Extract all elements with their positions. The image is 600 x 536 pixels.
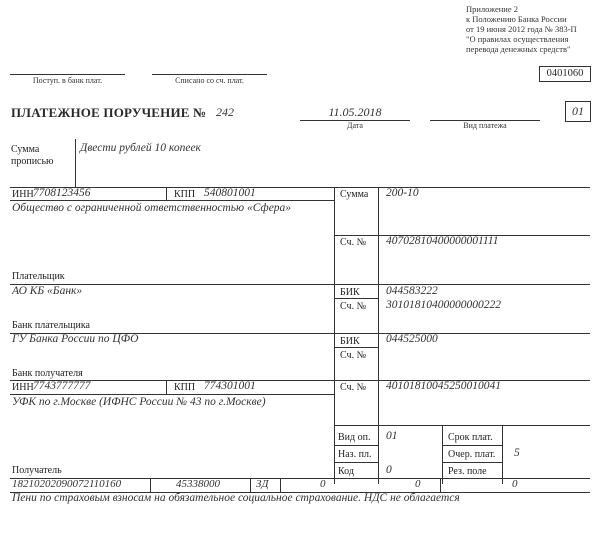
received-label: Поступ. в банк плат. xyxy=(32,76,103,85)
date-label: Дата xyxy=(347,121,363,130)
grid-line xyxy=(334,298,378,299)
amount-words-label-line: прописью xyxy=(11,156,54,167)
payment-type-label: Вид платежа xyxy=(463,121,507,130)
grid-line xyxy=(250,478,251,492)
grid-line xyxy=(10,394,334,395)
appendix-line: Приложение 2 xyxy=(466,4,518,14)
order-label: Очер. плат. xyxy=(448,449,496,460)
form-code-box: 0401060 xyxy=(539,66,591,82)
appendix-line: перевода денежных средств" xyxy=(466,44,571,54)
payment-purpose: Пени по страховым взносам на обязательное социальное страхование. НДС не облагается xyxy=(12,492,460,504)
grid-line xyxy=(334,187,335,484)
payer-bank-bik: 044583222 xyxy=(386,285,438,297)
appendix-note xyxy=(466,4,577,54)
tax-doc-date: 0 xyxy=(512,478,518,490)
tax-oktmo: 45338000 xyxy=(176,478,220,490)
tax-period: 0 xyxy=(320,478,326,490)
grid-line xyxy=(442,425,443,484)
recipient-account-label: Сч. № xyxy=(340,382,367,393)
payer-inn-label: ИНН xyxy=(12,189,34,200)
reserve-label: Рез. поле xyxy=(448,466,487,477)
grid-line xyxy=(442,445,502,446)
payer-bank-section-label: Банк плательщика xyxy=(12,320,90,331)
grid-line xyxy=(442,462,502,463)
deadline-label: Срок плат. xyxy=(448,432,493,443)
amount-words-label-line: Сумма xyxy=(11,144,40,155)
grid-line xyxy=(334,445,378,446)
payer-inn: 7708123456 xyxy=(33,187,91,199)
grid-line xyxy=(440,478,441,492)
appendix-line: от 19 июня 2012 года № 383-П xyxy=(466,24,577,34)
priority-box: 01 xyxy=(565,101,591,122)
operation-code: 0 xyxy=(386,464,392,476)
amount-words-value: Двести рублей 10 копеек xyxy=(80,142,201,154)
recipient-bank-corr-label: Сч. № xyxy=(340,350,367,361)
grid-line xyxy=(280,478,281,492)
grid-line xyxy=(334,462,378,463)
recipient-section-label: Получатель xyxy=(12,465,62,476)
sum-value: 200-10 xyxy=(386,187,419,199)
tax-doc-number: 0 xyxy=(415,478,421,490)
grid-line xyxy=(10,380,590,381)
document-date: 11.05.2018 xyxy=(328,105,382,119)
grid-line xyxy=(10,200,334,201)
order-value: 5 xyxy=(514,447,520,459)
recipient-inn-label: ИНН xyxy=(12,382,34,393)
grid-line xyxy=(166,380,167,394)
payer-kpp-label: КПП xyxy=(174,189,196,200)
grid-line xyxy=(502,425,503,484)
recipient-bank-bik-label: БИК xyxy=(340,336,360,347)
payer-bank-name: АО КБ «Банк» xyxy=(12,285,83,297)
grid-line xyxy=(334,347,378,348)
grid-line xyxy=(150,478,151,492)
received-line xyxy=(10,74,125,75)
payer-section-label: Плательщик xyxy=(12,271,65,282)
payer-bank-corr: 30101810400000000222 xyxy=(386,299,501,311)
tax-basis: ЗД xyxy=(256,478,269,490)
operation-code-label: Код xyxy=(338,466,354,477)
tax-kbk: 18210202090072110160 xyxy=(12,478,122,490)
grid-line xyxy=(378,187,379,425)
recipient-bank-bik: 044525000 xyxy=(386,333,438,345)
grid-line xyxy=(334,425,590,426)
recipient-kpp-label: КПП xyxy=(174,382,196,393)
recipient-account: 40101810045250010041 xyxy=(386,380,501,392)
recipient-bank-section-label: Банк получателя xyxy=(12,368,83,379)
document-number: 242 xyxy=(216,105,234,119)
recipient-inn: 7743777777 xyxy=(33,380,91,392)
operation-purpose-label: Наз. пл. xyxy=(338,449,372,460)
recipient-bank-name: ГУ Банка России по ЦФО xyxy=(12,333,139,345)
appendix-line: "О правилах осуществления xyxy=(466,34,569,44)
grid-line xyxy=(10,187,590,188)
payer-name: Общество с ограниченной ответственностью «Сфера» xyxy=(12,202,292,214)
grid-line xyxy=(378,425,379,484)
operation-type: 01 xyxy=(386,430,398,442)
debited-label: Списано со сч. плат. xyxy=(175,76,244,85)
grid-line xyxy=(166,187,167,200)
amount-words-label xyxy=(11,144,54,168)
payer-account-label: Сч. № xyxy=(340,237,367,248)
grid-line xyxy=(10,284,590,285)
recipient-kpp: 774301001 xyxy=(204,380,256,392)
payer-bank-corr-label: Сч. № xyxy=(340,301,367,312)
appendix-line: к Положению Банка России xyxy=(466,14,567,24)
payer-kpp: 540801001 xyxy=(204,187,256,199)
payer-account: 40702810400000001111 xyxy=(386,235,499,247)
recipient-name: УФК по г.Москве (ИФНС России № 43 по г.Москве) xyxy=(12,396,266,408)
operation-type-label: Вид оп. xyxy=(338,432,371,443)
sum-label: Сумма xyxy=(340,189,369,200)
document-title: ПЛАТЕЖНОЕ ПОРУЧЕНИЕ № xyxy=(11,105,207,120)
payer-bank-bik-label: БИК xyxy=(340,287,360,298)
debited-line xyxy=(152,74,267,75)
amount-words-divider xyxy=(75,139,76,187)
